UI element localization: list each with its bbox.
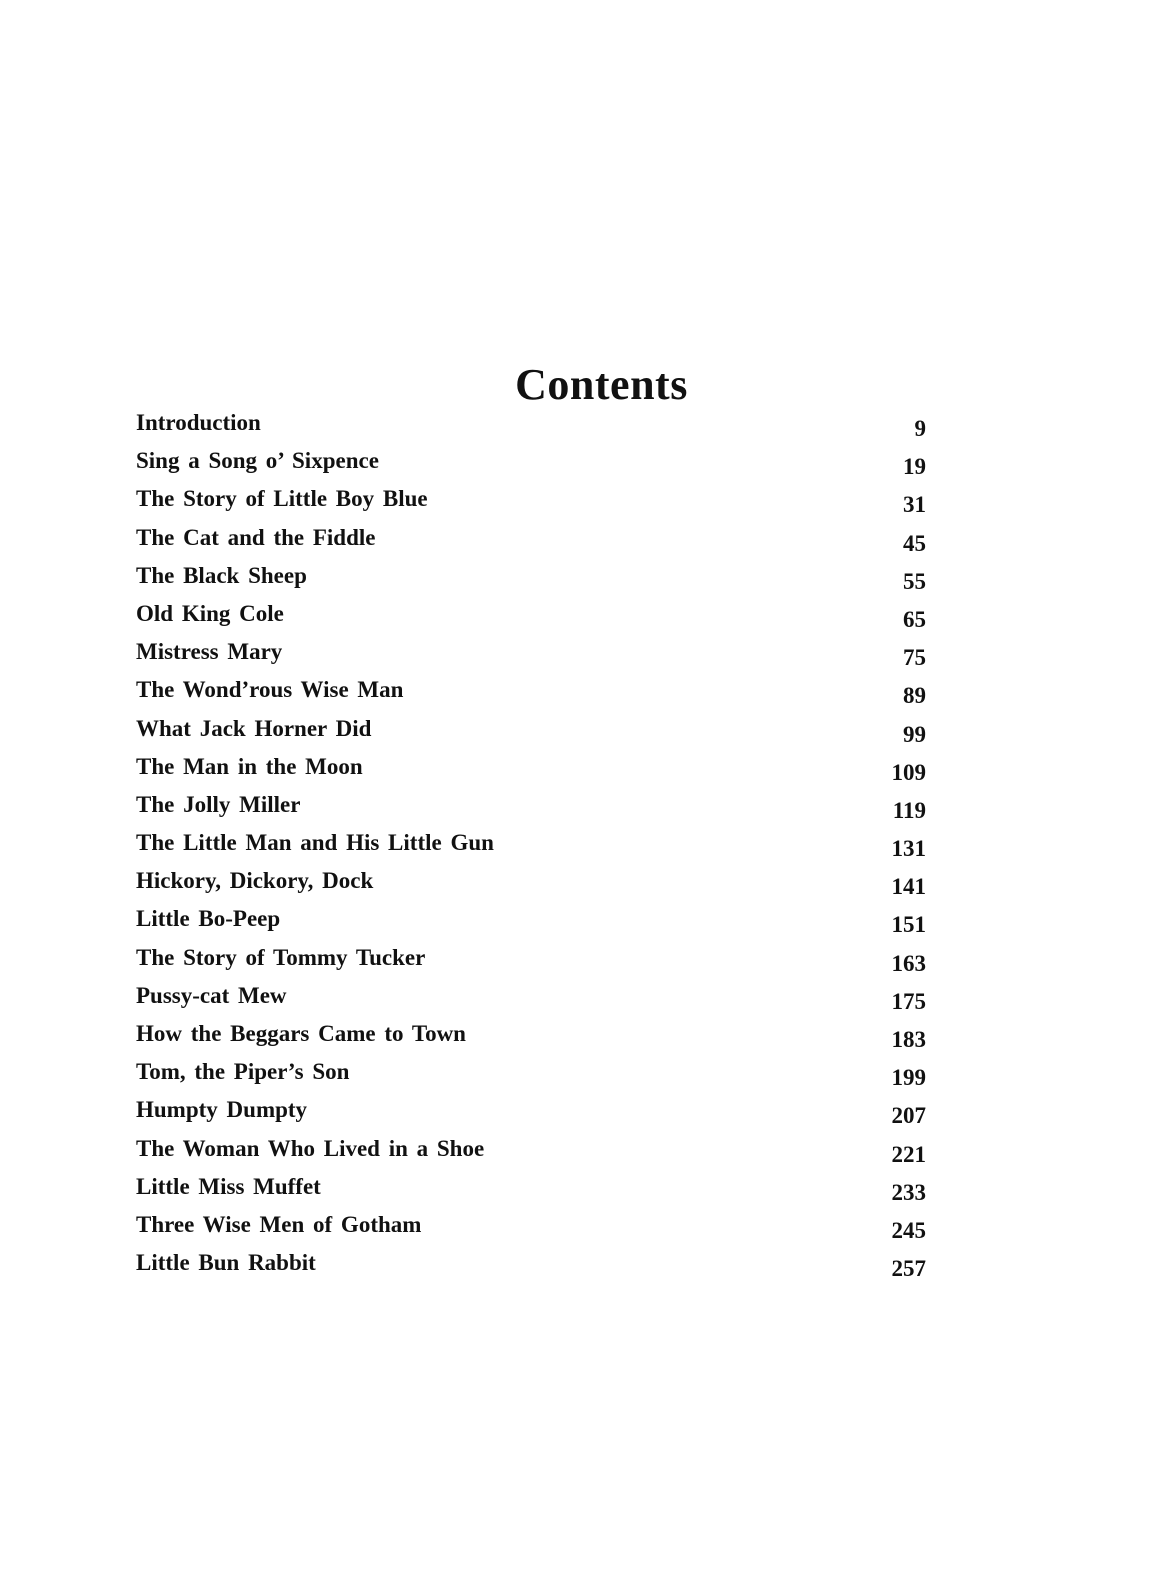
toc-entry-title: Pussy-cat Mew: [136, 982, 287, 1008]
toc-entry-title: The Black Sheep: [136, 562, 307, 588]
toc-entry: [136, 977, 926, 1015]
toc-entry-title: The Cat and the Fiddle: [136, 524, 376, 550]
toc-entry-page: 245: [891, 1217, 926, 1243]
toc-entry-page: 119: [892, 797, 926, 823]
toc-entry-page: 221: [891, 1141, 926, 1167]
toc-entry-title: The Little Man and His Little Gun: [136, 830, 494, 856]
toc-entry-page: 9: [914, 416, 926, 441]
toc-entry-title: How the Beggars Came to Town: [136, 1021, 466, 1046]
toc-entry-page: 131: [891, 836, 926, 862]
toc-entry-page: 45: [903, 530, 926, 556]
toc-entry: [136, 710, 926, 748]
toc-entry: [136, 824, 926, 862]
toc-entry-title: Little Bun Rabbit: [136, 1250, 316, 1276]
toc-entry-page: 89: [903, 683, 926, 709]
toc-entry: [136, 900, 926, 938]
toc-entry-page: 19: [903, 454, 926, 480]
toc-entry-page: 175: [891, 988, 926, 1014]
toc-entry: [136, 442, 926, 480]
toc-entry: [136, 1206, 926, 1244]
toc-entry: [136, 1015, 926, 1053]
toc-entry-title: The Jolly Miller: [136, 791, 301, 817]
table-of-contents: [136, 404, 926, 1282]
toc-entry: [136, 404, 926, 442]
toc-entry-page: 233: [891, 1179, 926, 1205]
toc-entry: [136, 595, 926, 633]
toc-entry-title: Humpty Dumpty: [136, 1097, 308, 1123]
toc-entry: [136, 671, 926, 709]
toc-entry-page: 141: [891, 874, 926, 900]
toc-entry: [136, 519, 926, 557]
toc-entry-title: The Wond’rous Wise Man: [136, 677, 404, 703]
toc-entry: [136, 748, 926, 786]
toc-entry-title: Tom, the Piper’s Son: [136, 1059, 350, 1085]
toc-entry: [136, 1053, 926, 1091]
toc-entry: [136, 633, 926, 671]
toc-entry-page: 31: [903, 492, 926, 518]
toc-entry-page: 75: [903, 645, 926, 671]
toc-entry: [136, 480, 926, 518]
toc-entry-title: Hickory, Dickory, Dock: [136, 868, 374, 894]
toc-entry-page: 183: [891, 1027, 926, 1052]
toc-entry-title: Old King Cole: [136, 600, 284, 626]
toc-entry-page: 199: [891, 1065, 926, 1091]
toc-entry-page: 163: [891, 950, 926, 976]
toc-entry-title: The Story of Little Boy Blue: [136, 486, 428, 512]
toc-entry: [136, 1244, 926, 1282]
toc-entry-title: Three Wise Men of Gotham: [136, 1211, 422, 1237]
toc-entry-title: The Man in the Moon: [136, 753, 363, 779]
toc-entry: [136, 862, 926, 900]
toc-entry-page: 55: [903, 568, 926, 594]
toc-entry: [136, 557, 926, 595]
toc-entry-title: Little Miss Muffet: [136, 1173, 321, 1199]
toc-entry-title: The Woman Who Lived in a Shoe: [136, 1135, 485, 1161]
toc-entry: [136, 1130, 926, 1168]
toc-entry: [136, 786, 926, 824]
toc-entry-page: 65: [903, 606, 926, 632]
toc-entry-title: What Jack Horner Did: [136, 715, 372, 741]
toc-entry-page: 257: [891, 1256, 926, 1282]
toc-entry-title: Little Bo-Peep: [136, 906, 281, 932]
toc-entry: [136, 1168, 926, 1206]
toc-entry-title: Sing a Song o’ Sixpence: [136, 448, 379, 474]
toc-entry-page: 151: [891, 912, 926, 938]
toc-entry: [136, 939, 926, 977]
toc-entry-page: 207: [891, 1103, 926, 1129]
toc-entry-title: Mistress Mary: [136, 639, 283, 665]
toc-entry-title: The Story of Tommy Tucker: [136, 944, 426, 970]
toc-entry: [136, 1091, 926, 1129]
page-title: Contents: [515, 360, 688, 410]
toc-entry-page: 109: [891, 759, 926, 785]
toc-entry-page: 99: [903, 721, 926, 747]
toc-entry-title: Introduction: [136, 410, 261, 435]
